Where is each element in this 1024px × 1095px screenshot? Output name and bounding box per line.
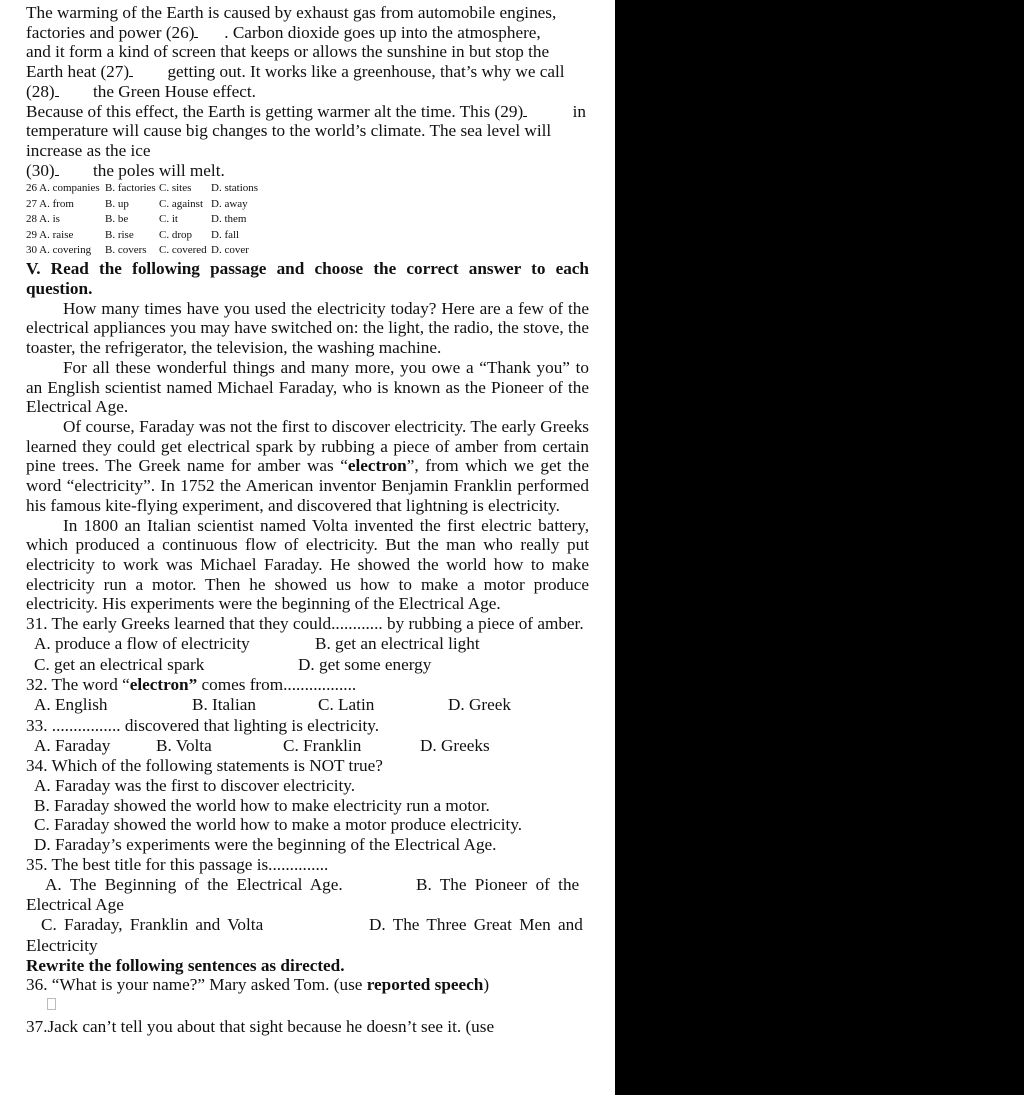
option-35-b: B. The Pioneer of the bbox=[416, 874, 580, 894]
option-31-c: C. get an electrical spark bbox=[34, 654, 205, 674]
document-content bbox=[26, 3, 589, 1037]
option-32-c: C. Latin bbox=[318, 695, 375, 715]
answer-row bbox=[26, 634, 589, 655]
blank-28 bbox=[55, 84, 59, 97]
option-34-c: C. Faraday showed the world how to make a motor produce electricity. bbox=[34, 815, 523, 835]
answer-row bbox=[26, 736, 589, 757]
option-35-c: C. Faraday, Franklin and Volta bbox=[41, 915, 264, 935]
question-32: 32. The word “electron” comes from................. bbox=[26, 675, 357, 695]
option-34-d: D. Faraday’s experiments were the beginning of the Electrical Age. bbox=[34, 835, 497, 855]
passage-line: and it form a kind of screen that keeps or allows the sunshine in but stop the bbox=[26, 42, 550, 62]
option-33-a: A. Faraday bbox=[34, 735, 111, 755]
option-35-a: A. The Beginning of the Electrical Age. bbox=[45, 874, 343, 894]
section-heading: V. Read the following passage and choose the correct answer to each question. bbox=[26, 259, 589, 299]
blank-30 bbox=[55, 163, 59, 176]
passage-line: factories and power (26) . Carbon dioxide goes up into the atmosphere, bbox=[26, 22, 541, 42]
paragraph: How many times have you used the electricity today? Here are a few of the electrical appliances you may have switched on: the light, the radio, the stove, the toaster, the refrigerator, the television, the washing machine. bbox=[26, 298, 589, 358]
option-31-a: A. produce a flow of electricity bbox=[34, 633, 250, 653]
options-table bbox=[26, 181, 258, 258]
option-32-a: A. English bbox=[34, 695, 108, 715]
option-33-d: D. Greeks bbox=[420, 735, 490, 755]
answer-row bbox=[26, 655, 589, 676]
passage-line: increase as the ice bbox=[26, 140, 151, 160]
options-row: 30 A. covering B. covers C. covered D. cover bbox=[26, 243, 249, 256]
options-row: 28 A. is B. be C. it D. them bbox=[26, 213, 247, 226]
option-35-d-continued: Electricity bbox=[26, 935, 98, 955]
options-row: 29 A. raise B. rise C. drop D. fall bbox=[26, 228, 240, 241]
options-row: 27 A. from B. up C. against D. away bbox=[26, 197, 248, 210]
blank-29 bbox=[523, 104, 527, 117]
question-31: 31. The early Greeks learned that they could............ by rubbing a piece of amber. bbox=[26, 614, 584, 634]
option-35-d: D. The Three Great Men and bbox=[369, 915, 583, 935]
answer-row bbox=[26, 875, 589, 896]
option-34-a: A. Faraday was the first to discover electricity. bbox=[34, 776, 356, 796]
answer-row bbox=[26, 695, 589, 716]
answer-space bbox=[26, 995, 589, 1017]
bold-term: electron bbox=[347, 456, 407, 476]
option-33-c: C. Franklin bbox=[283, 735, 362, 755]
question-37: 37.Jack can’t tell you about that sight because he doesn’t see it. (use bbox=[26, 1016, 495, 1036]
option-34-b: B. Faraday showed the world how to make electricity run a motor. bbox=[34, 795, 490, 815]
answer-row bbox=[26, 915, 589, 936]
passage-line: temperature will cause big changes to the world’s climate. The sea level will bbox=[26, 121, 552, 141]
passage-line: The warming of the Earth is caused by exhaust gas from automobile engines, bbox=[26, 3, 557, 22]
question-33: 33. ................ discovered that lighting is electricity. bbox=[26, 715, 380, 735]
option-33-b: B. Volta bbox=[156, 735, 212, 755]
paragraph: In 1800 an Italian scientist named Volta invented the first electric battery, which produced a continuous flow of electricity. But the man who really put electricity to work was Michael Faraday. He showed the world how to make electricity run a motor. Then he showed us how to make a motor produce electricity. His experiments were the beginning of the Electrical Age. bbox=[26, 515, 589, 614]
blank-26 bbox=[194, 25, 198, 38]
passage-line: Because of this effect, the Earth is getting warmer alt the time. This (29) in bbox=[26, 101, 586, 121]
question-35: 35. The best title for this passage is.............. bbox=[26, 854, 329, 874]
question-34: 34. Which of the following statements is NOT true? bbox=[26, 756, 383, 776]
passage-line: (28) the Green House effect. bbox=[26, 81, 256, 101]
options-row: 26 A. companies B. factories C. sites D. stations bbox=[26, 182, 259, 195]
option-31-b: B. get an electrical light bbox=[315, 633, 480, 653]
paragraph: For all these wonderful things and many more, you owe a “Thank you” to an English scientist named Michael Faraday, who is known as the Pioneer of the Electrical Age. bbox=[26, 357, 589, 417]
passage-line: (30) the poles will melt. bbox=[26, 160, 225, 180]
passage-line: Earth heat (27) getting out. It works like a greenhouse, that’s why we call bbox=[26, 62, 565, 82]
question-36: 36. “What is your name?” Mary asked Tom. (use reported speech) bbox=[26, 975, 490, 995]
option-32-d: D. Greek bbox=[448, 695, 511, 715]
option-32-b: B. Italian bbox=[192, 695, 256, 715]
option-35-b-continued: Electrical Age bbox=[26, 895, 124, 915]
option-31-d: D. get some energy bbox=[298, 654, 432, 674]
rewrite-heading: Rewrite the following sentences as directed. bbox=[26, 955, 345, 975]
paragraph: Of course, Faraday was not the first to discover electricity. The early Greeks learned they could get electrical spark by rubbing a piece of amber from certain pine trees. The Greek name for amber was “electron”, from which we get the word “electricity”. In 1752 the American inventor Benjamin Franklin performed his famous kite-flying experiment, and discovered that lightning is electricity. bbox=[26, 416, 589, 515]
checkbox-icon bbox=[47, 998, 56, 1010]
blank-27 bbox=[129, 64, 133, 77]
